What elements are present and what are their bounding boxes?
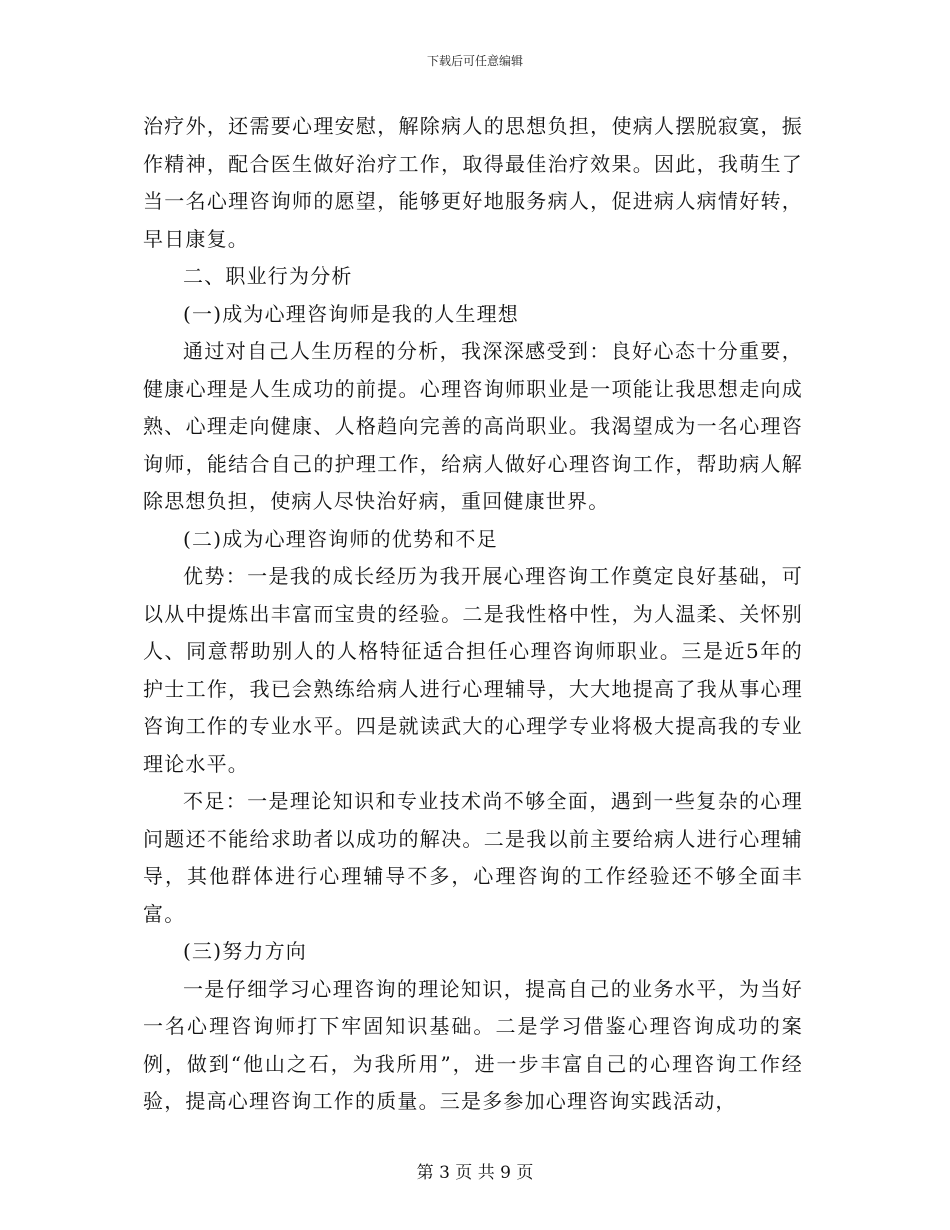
subheading-ideal: (一)成为心理咨询师是我的人生理想 (183, 301, 520, 326)
paragraph-continuation: 治疗外，还需要心理安慰，解除病人的思想负担，使病人摆脱寂寞，振作精神，配合医生做好治疗工作，取得最佳治疗效果。因此，我萌生了当一名心理咨询师的愿望，能够更好地服务病人，促进病人病情好转，早日康复。 (143, 114, 803, 251)
document-body (143, 108, 803, 1121)
page-header: 下载后可任意编辑 (426, 54, 523, 68)
section-heading-career-analysis: 二、职业行为分析 (183, 264, 353, 288)
page-footer: 第 3 页 共 9 页 (416, 1163, 534, 1183)
paragraph-ideal: 通过对自己人生历程的分析，我深深感受到：良好心态十分重要，健康心理是人生成功的前提。心理咨询师职业是一项能让我思想走向成熟、心理走向健康、人格趋向完善的高尚职业。我渴望成为一名心理咨询师，能结合自己的护理工作，给病人做好心理咨询工作，帮助病人解除思想负担，使病人尽快治好病，重回健康世界。 (143, 339, 803, 513)
paragraph-weaknesses: 不足：一是理论知识和专业技术尚不够全面，遇到一些复杂的心理问题还不能给求助者以成功的解决。二是我以前主要给病人进行心理辅导，其他群体进行心理辅导不多，心理咨询的工作经验还不够全面丰富。 (143, 789, 803, 926)
subheading-strengths-weaknesses: (二)成为心理咨询师的优势和不足 (183, 526, 498, 551)
paragraph-direction: 一是仔细学习心理咨询的理论知识，提高自己的业务水平，为当好一名心理咨询师打下牢固知识基础。二是学习借鉴心理咨询成功的案例，做到“他山之石，为我所用”，进一步丰富自己的心理咨询工作经验，提高心理咨询工作的质量。三是多参加心理咨询实践活动， (143, 976, 803, 1113)
paragraph-strengths: 优势：一是我的成长经历为我开展心理咨询工作奠定良好基础，可以从中提炼出丰富而宝贵的经验。二是我性格中性，为人温柔、关怀别人、同意帮助别人的人格特征适合担任心理咨询师职业。三是近5年的护士工作，我已会熟练给病人进行心理辅导，大大地提高了我从事心理咨询工作的专业水平。四是就读武大的心理学专业将极大提高我的专业理论水平。 (143, 564, 803, 776)
subheading-direction: (三)努力方向 (183, 939, 308, 963)
